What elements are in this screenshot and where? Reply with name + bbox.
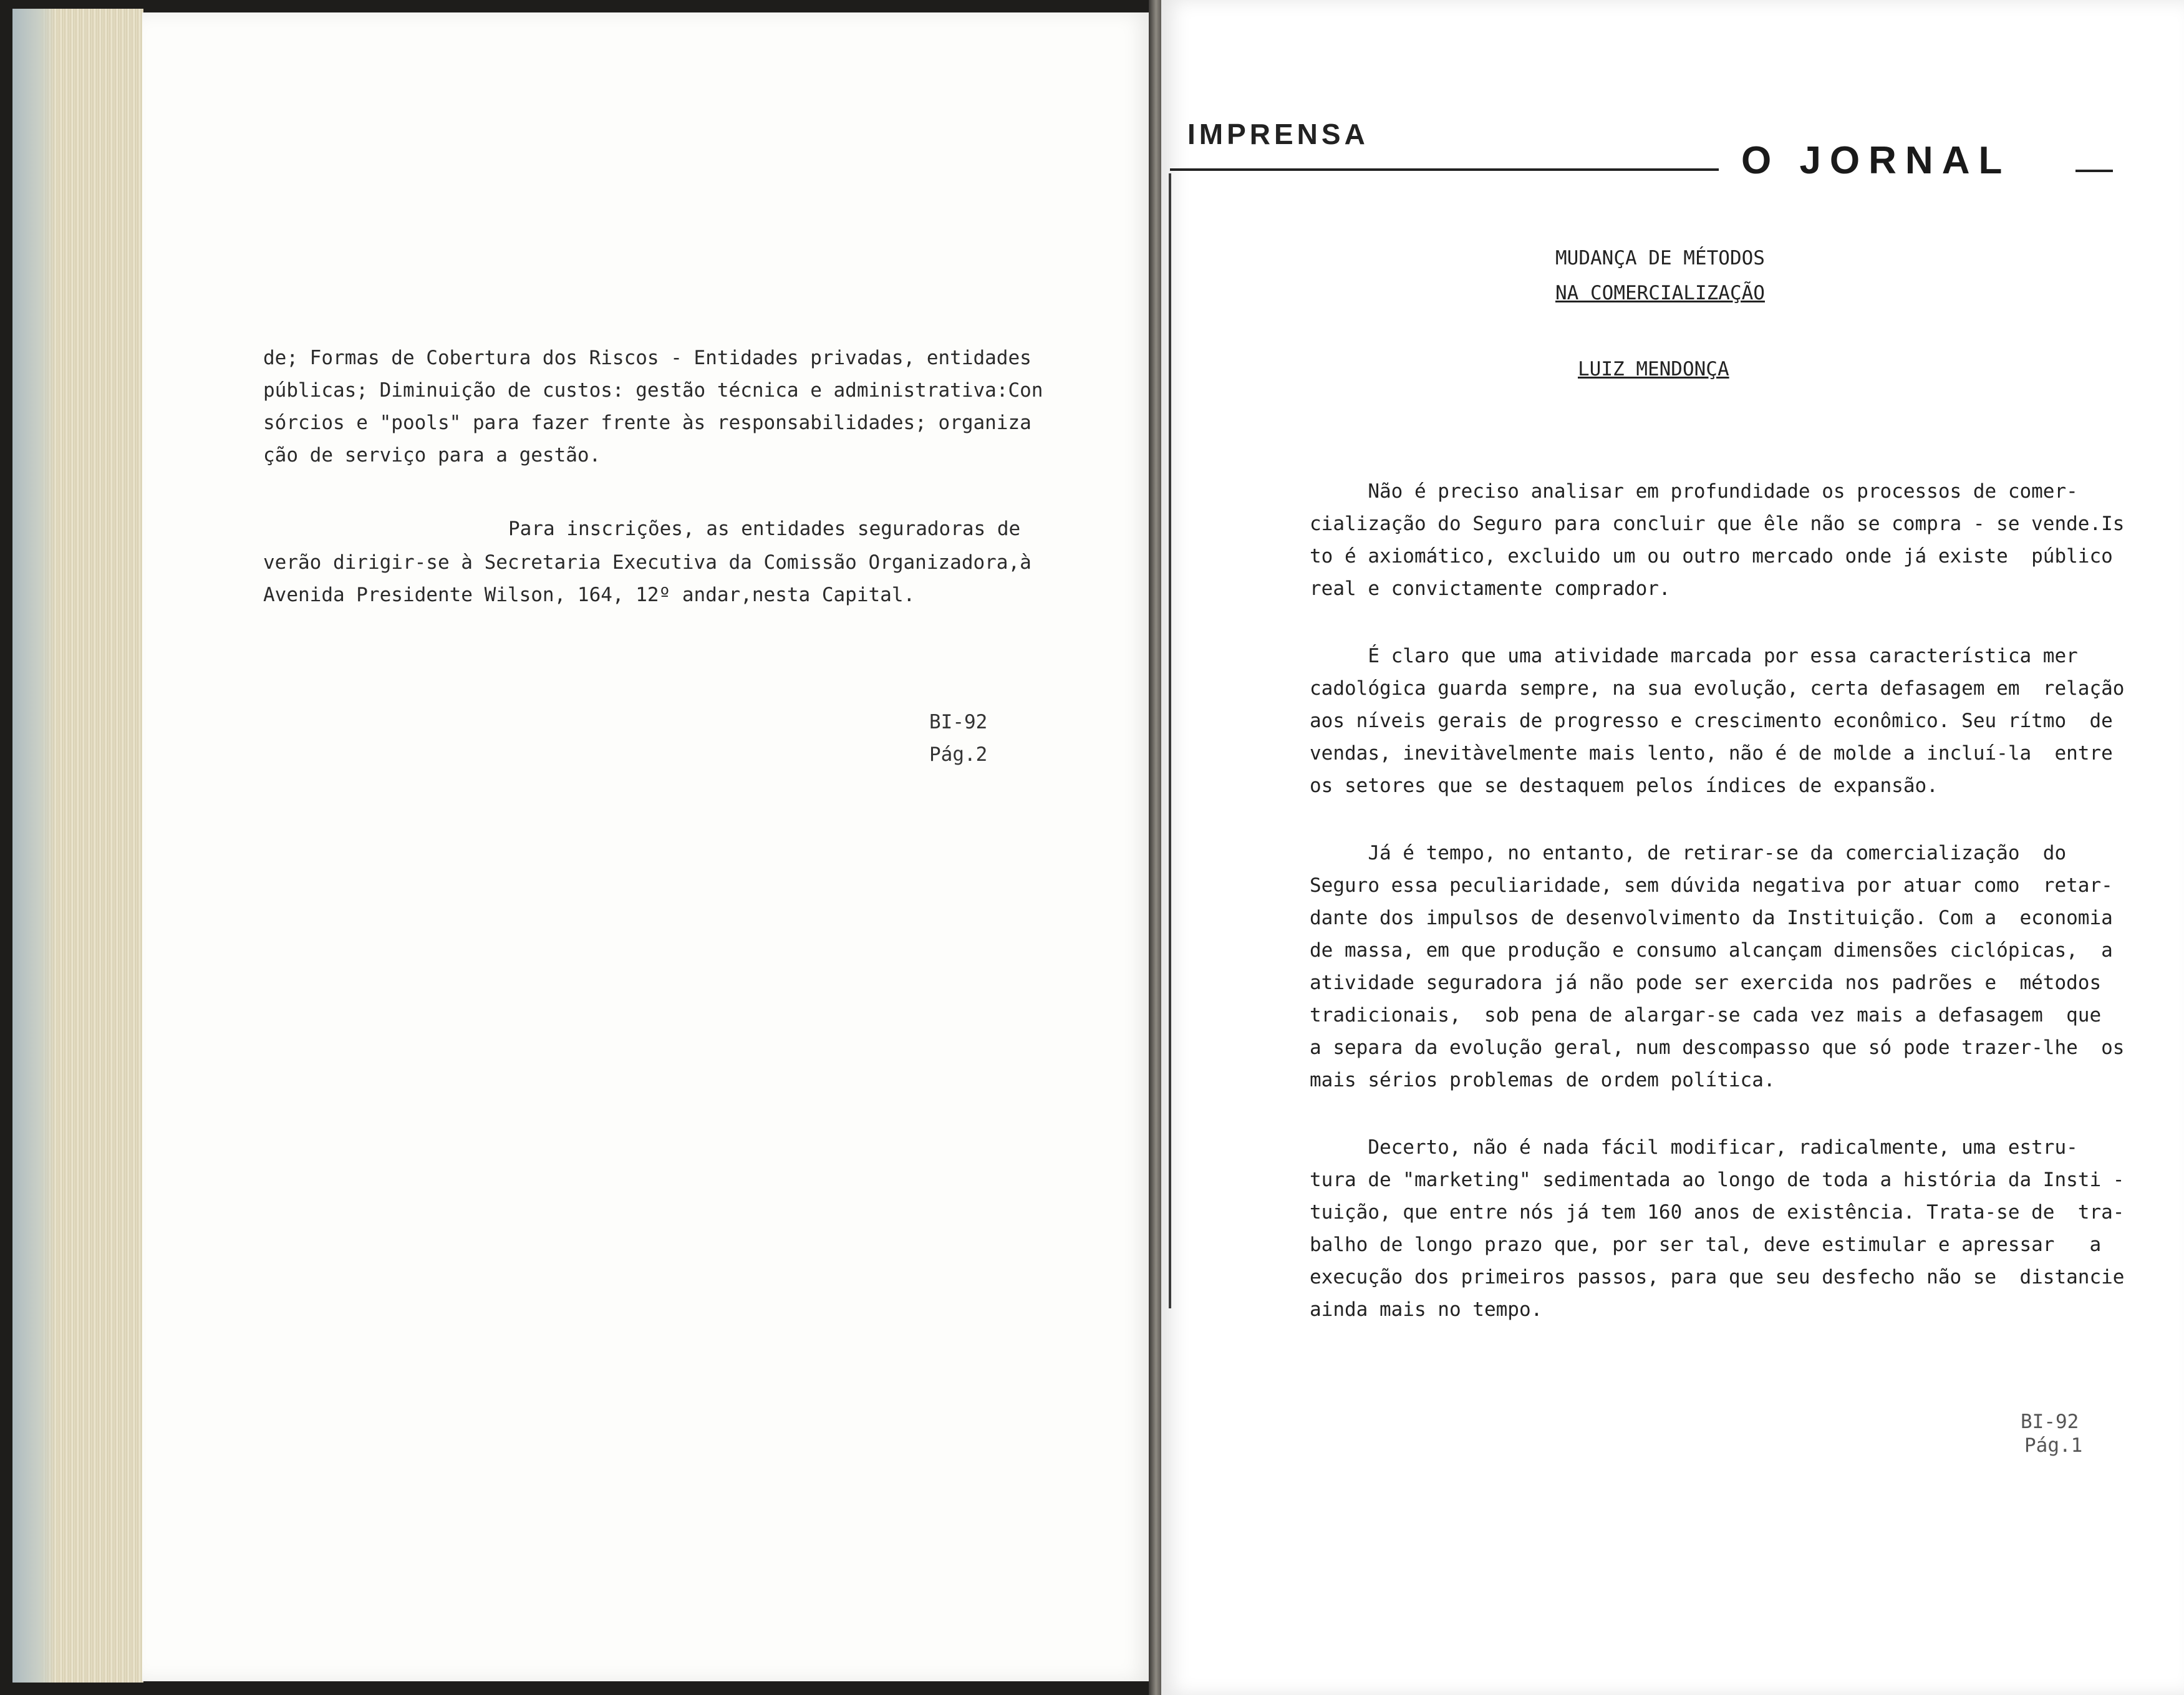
- section-header: IMPRENSA: [1187, 118, 1369, 150]
- article-text-line: execução dos primeiros passos, para que seu desfecho não se distancie: [1310, 1266, 2125, 1288]
- article-text-line: aos níveis gerais de progresso e crescimento econômico. Seu rítmo de: [1310, 710, 2113, 732]
- left-text-line: públicas; Diminuição de custos: gestão técnica e administrativa:Con: [263, 379, 1043, 402]
- article-text-line: tuição, que entre nós já tem 160 anos de existência. Trata-se de tra-: [1310, 1201, 2125, 1224]
- article-title-line-1: MUDANÇA DE MÉTODOS: [1555, 247, 1765, 269]
- article-text-line: cialização do Seguro para concluir que êle não se compra - se vende.Is: [1310, 513, 2125, 535]
- article-text-line: ainda mais no tempo.: [1310, 1298, 1543, 1321]
- header-rule: [1170, 168, 1719, 171]
- article-text-line: Já é tempo, no entanto, de retirar-se da comercialização do: [1310, 842, 2067, 864]
- margin-line: [1169, 173, 1171, 1308]
- article-text-line: atividade seguradora já não pode ser exercida nos padrões e métodos: [1310, 972, 2102, 994]
- article-text-line: de massa, em que produção e consumo alcançam dimensões ciclópicas, a: [1310, 939, 2113, 962]
- article-text-line: cadológica guarda sempre, na sua evolução, certa defasagem em relação: [1310, 677, 2125, 700]
- header-rule-end: [2075, 170, 2113, 172]
- article-text-line: a separa da evolução geral, num descompasso que só pode trazer-lhe os: [1310, 1036, 2125, 1059]
- article-text-line: Não é preciso analisar em profundidade os processos de comer-: [1310, 480, 2078, 503]
- article-author: LUIZ MENDONÇA: [1578, 358, 1729, 380]
- left-text-line: sórcios e "pools" para fazer frente às responsabilidades; organiza: [263, 412, 1032, 434]
- article-text-line: Seguro essa peculiaridade, sem dúvida negativa por atuar como retar-: [1310, 874, 2113, 897]
- article-text-line: tura de "marketing" sedimentada ao longo de toda a história da Insti -: [1310, 1169, 2125, 1191]
- right-page-number: Pág.1: [2024, 1434, 2083, 1457]
- left-page: [142, 12, 1151, 1681]
- left-text-line: de; Formas de Cobertura dos Riscos - Entidades privadas, entidades: [263, 347, 1032, 369]
- article-text-line: balho de longo prazo que, por ser tal, deve estimular e apressar a: [1310, 1234, 2102, 1256]
- left-page-ref: BI-92: [929, 711, 988, 733]
- article-text-line: os setores que se destaquem pelos índices de expansão.: [1310, 775, 1938, 797]
- article-text-line: vendas, inevitàvelmente mais lento, não é de molde a incluí-la entre: [1310, 742, 2113, 765]
- left-page-number: Pág.2: [929, 743, 988, 766]
- left-text-line: verão dirigir-se à Secretaria Executiva da Comissão Organizadora,à: [263, 551, 1032, 574]
- left-text-line: ção de serviço para a gestão.: [263, 444, 601, 466]
- left-text-line: Para inscrições, as entidades seguradoras de: [508, 518, 1021, 540]
- article-text-line: to é axiomático, excluido um ou outro mercado onde já existe público: [1310, 545, 2113, 567]
- article-title-line-2: NA COMERCIALIZAÇÃO: [1555, 282, 1765, 304]
- article-text-line: Decerto, não é nada fácil modificar, radicalmente, uma estru-: [1310, 1136, 2078, 1159]
- article-text-line: mais sérios problemas de ordem política.: [1310, 1069, 1776, 1091]
- left-text-line: Avenida Presidente Wilson, 164, 12º andar,nesta Capital.: [263, 584, 916, 606]
- article-text-line: tradicionais, sob pena de alargar-se cada vez mais a defasagem que: [1310, 1004, 2102, 1026]
- page-edges: [12, 9, 143, 1683]
- publication-name: O JORNAL: [1741, 139, 2011, 182]
- article-text-line: É claro que uma atividade marcada por essa característica mer: [1310, 645, 2078, 667]
- article-text-line: dante dos impulsos de desenvolvimento da Instituição. Com a economia: [1310, 907, 2113, 929]
- article-text-line: real e convictamente comprador.: [1310, 577, 1671, 600]
- right-page-ref: BI-92: [2021, 1411, 2079, 1433]
